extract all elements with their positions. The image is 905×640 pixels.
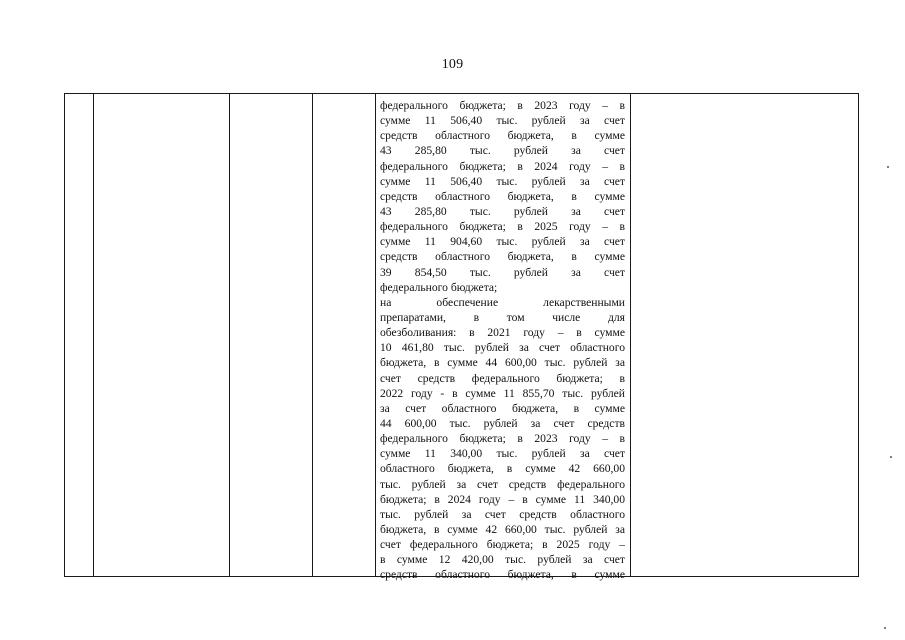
text-line: средств областного бюджета, в сумме xyxy=(380,189,625,203)
text-line: средств областного бюджета, в сумме xyxy=(380,250,625,264)
text-line: в сумме 12 420,00 тыс. рублей за счет xyxy=(380,553,625,567)
text-line: 43 285,80 тыс. рублей за счет xyxy=(380,144,625,158)
text-line: 44 600,00 тыс. рублей за счет средств xyxy=(380,416,625,430)
text-line: средств областного бюджета, в сумме xyxy=(380,568,625,582)
scan-speck xyxy=(887,166,889,168)
text-line: средств областного бюджета, в сумме xyxy=(380,129,625,143)
text-line: федерального бюджета; в 2023 году – в xyxy=(380,99,625,112)
funding-description-cell xyxy=(380,98,625,583)
column-divider-1 xyxy=(93,94,94,576)
text-line: бюджета, в сумме 44 600,00 тыс. рублей за xyxy=(380,356,625,370)
text-line: федерального бюджета; в 2024 году – в xyxy=(380,159,625,173)
column-divider-4 xyxy=(375,94,376,576)
column-divider-2 xyxy=(229,94,230,576)
budget-table xyxy=(64,93,859,582)
text-line: бюджета; в 2024 году – в сумме 11 340,00 xyxy=(380,492,625,506)
text-line: 10 461,80 тыс. рублей за счет областного xyxy=(380,341,625,355)
text-line: за счет областного бюджета, в сумме xyxy=(380,401,625,415)
text-line: областного бюджета, в сумме 42 660,00 xyxy=(380,462,625,476)
text-line: федерального бюджета; в 2023 году – в xyxy=(380,432,625,446)
text-line: счет средств федерального бюджета; в xyxy=(380,371,625,385)
scan-speck xyxy=(884,627,886,629)
text-line: на обеспечение лекарственными xyxy=(380,295,625,309)
text-line: тыс. рублей за счет средств областного xyxy=(380,507,625,521)
text-line: сумме 11 506,40 тыс. рублей за счет xyxy=(380,174,625,188)
scan-speck xyxy=(890,456,892,458)
text-line: препаратами, в том числе для xyxy=(380,310,625,324)
column-divider-5 xyxy=(630,94,631,576)
text-line: сумме 11 904,60 тыс. рублей за счет xyxy=(380,235,625,249)
text-line: федерального бюджета; в 2025 году – в xyxy=(380,220,625,234)
column-divider-3 xyxy=(312,94,313,576)
text-line: бюджета, в сумме 42 660,00 тыс. рублей за xyxy=(380,522,625,536)
text-line: обезболивания: в 2021 году – в сумме xyxy=(380,326,625,340)
text-line: сумме 11 340,00 тыс. рублей за счет xyxy=(380,447,625,461)
text-line: 43 285,80 тыс. рублей за счет xyxy=(380,204,625,218)
text-line: счет федерального бюджета; в 2025 году – xyxy=(380,538,625,552)
page-number: 109 xyxy=(441,57,464,72)
text-line: сумме 11 506,40 тыс. рублей за счет xyxy=(380,114,625,128)
text-line: 39 854,50 тыс. рублей за счет xyxy=(380,265,625,279)
text-line: 2022 году - в сумме 11 855,70 тыс. рублей xyxy=(380,386,625,400)
text-line: тыс. рублей за счет средств федерального xyxy=(380,477,625,491)
text-line: федерального бюджета; xyxy=(380,280,498,294)
